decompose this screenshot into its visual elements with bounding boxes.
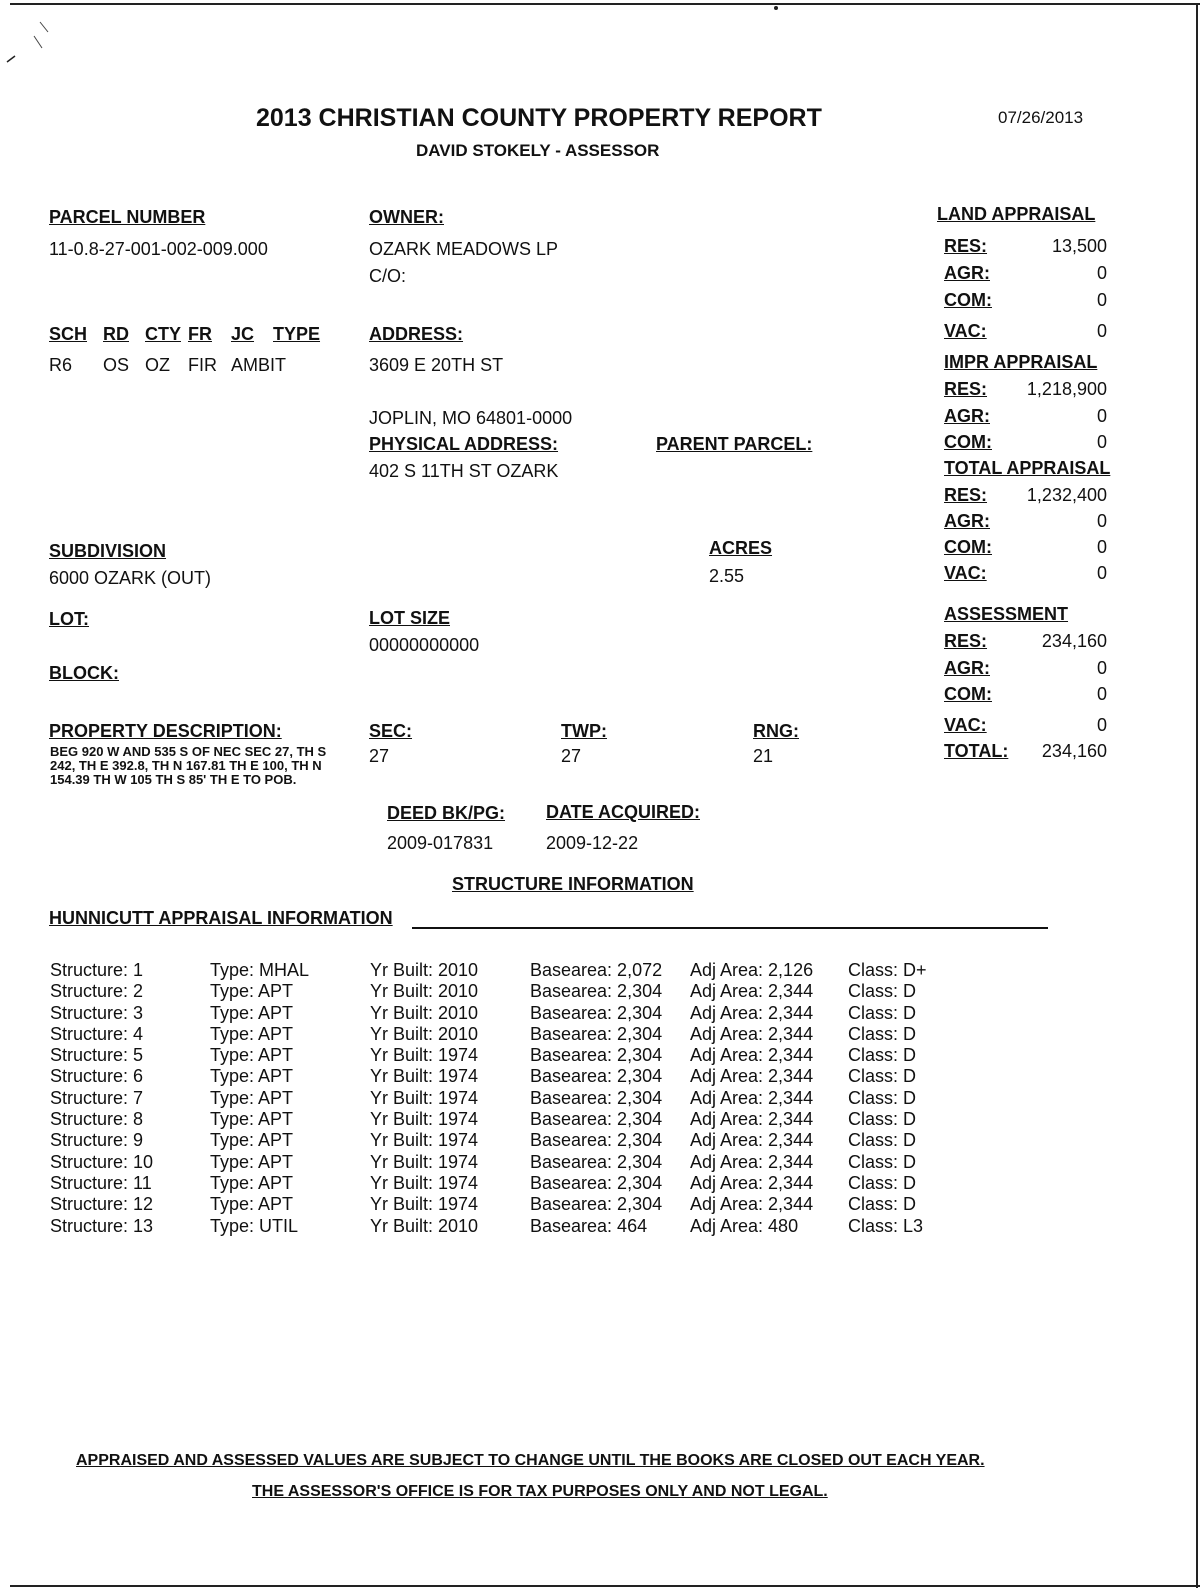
code-header-sch: SCH — [49, 324, 88, 344]
date-acquired-value: 2009-12-22 — [546, 833, 639, 853]
impr-appraisal-label: IMPR APPRAISAL — [944, 352, 1098, 372]
parcel-number-value: 11-0.8-27-001-002-009.000 — [49, 239, 268, 259]
impr-com-label: COM: — [944, 432, 992, 452]
structure-structure-cell: Structure: 4 — [50, 1023, 144, 1044]
structure-yr-cell: Yr Built: 1974 — [370, 1130, 479, 1151]
physical-address-label: PHYSICAL ADDRESS: — [369, 434, 559, 454]
property-description-value: BEG 920 W AND 535 S OF NEC SEC 27, TH S 242, TH E 392.8, TH N 167.81 TH E 100, TH N 154.39 TH W 105 TH S 85' TH E TO POB. — [50, 744, 327, 787]
assessment-vac-value: 0 — [1096, 715, 1107, 735]
structure-base-cell: Basearea: 2,304 — [530, 1023, 663, 1044]
structure-base-cell: Basearea: 2,304 — [530, 1045, 663, 1066]
impr-res-label: RES: — [944, 379, 988, 399]
structure-class-cell: Class: D — [848, 1194, 917, 1215]
structure-structure-cell: Structure: 9 — [50, 1130, 144, 1151]
owner-label: OWNER: — [369, 207, 444, 227]
structure-structure-cell: Structure: 5 — [50, 1045, 144, 1066]
hunnicutt-rule — [412, 927, 1048, 929]
assessment-vac-label: VAC: — [944, 715, 987, 735]
structure-adj-cell: Adj Area: 2,344 — [690, 981, 814, 1002]
lot-label: LOT: — [49, 609, 89, 629]
structure-yr-cell: Yr Built: 2010 — [370, 960, 479, 980]
hunnicutt-title: HUNNICUTT APPRAISAL INFORMATION — [49, 908, 393, 928]
structure-yr-cell: Yr Built: 2010 — [370, 1215, 479, 1236]
scan-border-right — [1196, 3, 1198, 1588]
code-header-jc: JC — [231, 324, 255, 344]
structure-yr-cell: Yr Built: 2010 — [370, 1002, 479, 1023]
code-value-sch: R6 — [49, 355, 73, 375]
code-header-type: TYPE — [273, 324, 321, 344]
land-res-label: RES: — [944, 236, 988, 256]
structure-row — [50, 1066, 958, 1087]
scan-mark-icon — [4, 18, 54, 68]
physical-address-value: 402 S 11TH ST OZARK — [369, 461, 559, 481]
structure-structure-cell: Structure: 7 — [50, 1087, 144, 1108]
structure-row — [50, 960, 958, 981]
twp-label: TWP: — [561, 721, 607, 741]
structure-class-cell: Class: D — [848, 981, 917, 1002]
structure-class-cell: Class: D — [848, 1066, 917, 1087]
code-value-jc: AMBIT — [231, 355, 287, 375]
total-res-value: 1,232,400 — [1026, 485, 1107, 505]
structure-base-cell: Basearea: 2,304 — [530, 1151, 663, 1172]
scan-border-top — [10, 3, 1200, 5]
land-agr-label: AGR: — [944, 263, 990, 283]
structure-type-cell: Type: APT — [210, 1130, 294, 1151]
land-appraisal-label: LAND APPRAISAL — [937, 204, 1096, 224]
structure-type-cell: Type: APT — [210, 1151, 294, 1172]
code-value-fr: FIR — [188, 355, 217, 375]
total-vac-value: 0 — [1096, 563, 1107, 583]
structure-type-cell: Type: MHAL — [210, 960, 310, 980]
property-description-label: PROPERTY DESCRIPTION: — [49, 721, 282, 741]
structure-adj-cell: Adj Area: 2,344 — [690, 1087, 814, 1108]
structure-class-cell: Class: D — [848, 1130, 917, 1151]
structure-type-cell: Type: APT — [210, 1002, 294, 1023]
structure-info-title: STRUCTURE INFORMATION — [452, 874, 694, 894]
structure-table — [50, 960, 958, 1237]
acres-label: ACRES — [709, 538, 773, 558]
structure-type-cell: Type: UTIL — [210, 1215, 299, 1236]
structure-type-cell: Type: APT — [210, 1172, 294, 1193]
footer-line2: THE ASSESSOR'S OFFICE IS FOR TAX PURPOSES ONLY AND NOT LEGAL. — [252, 1483, 828, 1500]
rng-value: 21 — [753, 746, 774, 766]
total-agr-label: AGR: — [944, 511, 990, 531]
owner-name: OZARK MEADOWS LP — [369, 239, 559, 259]
structure-type-cell: Type: APT — [210, 1194, 294, 1215]
code-value-cty: OZ — [145, 355, 170, 375]
assessment-label: ASSESSMENT — [944, 604, 1069, 624]
assessment-total-label: TOTAL: — [944, 741, 1009, 761]
structure-yr-cell: Yr Built: 2010 — [370, 981, 479, 1002]
structure-structure-cell: Structure: 1 — [50, 960, 144, 980]
structure-row — [50, 1216, 958, 1237]
total-res-label: RES: — [944, 485, 988, 505]
structure-adj-cell: Adj Area: 2,344 — [690, 1194, 814, 1215]
structure-base-cell: Basearea: 2,304 — [530, 1172, 663, 1193]
subdivision-label: SUBDIVISION — [49, 541, 167, 561]
structure-yr-cell: Yr Built: 1974 — [370, 1151, 479, 1172]
total-agr-value: 0 — [1096, 511, 1107, 531]
structure-base-cell: Basearea: 2,304 — [530, 1002, 663, 1023]
structure-row — [50, 1003, 958, 1024]
block-label: BLOCK: — [49, 663, 119, 683]
structure-yr-cell: Yr Built: 1974 — [370, 1066, 479, 1087]
impr-res-value: 1,218,900 — [1026, 379, 1107, 399]
structure-structure-cell: Structure: 12 — [50, 1194, 154, 1215]
structure-row — [50, 1152, 958, 1173]
structure-structure-cell: Structure: 2 — [50, 981, 144, 1002]
code-header-fr: FR — [188, 324, 212, 344]
structure-row — [50, 1088, 958, 1109]
structure-adj-cell: Adj Area: 2,344 — [690, 1151, 814, 1172]
structure-structure-cell: Structure: 11 — [50, 1172, 152, 1193]
structure-base-cell: Basearea: 464 — [530, 1215, 648, 1236]
structure-type-cell: Type: APT — [210, 981, 294, 1002]
twp-value: 27 — [561, 746, 582, 766]
total-vac-label: VAC: — [944, 563, 987, 583]
structure-row — [50, 1173, 958, 1194]
deed-label: DEED BK/PG: — [387, 803, 506, 823]
land-com-label: COM: — [944, 290, 992, 310]
rng-label: RNG: — [753, 721, 799, 741]
structure-class-cell: Class: L3 — [848, 1215, 924, 1236]
structure-structure-cell: Structure: 13 — [50, 1215, 154, 1236]
land-vac-label: VAC: — [944, 321, 987, 341]
assessment-res-label: RES: — [944, 631, 988, 651]
total-com-value: 0 — [1096, 537, 1107, 557]
structure-yr-cell: Yr Built: 1974 — [370, 1045, 479, 1066]
assessment-agr-value: 0 — [1096, 658, 1107, 678]
structure-base-cell: Basearea: 2,072 — [530, 960, 663, 980]
parcel-number-label: PARCEL NUMBER — [49, 207, 206, 227]
land-res-value: 13,500 — [1051, 236, 1107, 256]
structure-class-cell: Class: D — [848, 1151, 917, 1172]
structure-class-cell: Class: D — [848, 1087, 917, 1108]
structure-type-cell: Type: APT — [210, 1109, 294, 1130]
structure-adj-cell: Adj Area: 2,126 — [690, 960, 814, 980]
sec-label: SEC: — [369, 721, 413, 741]
structure-base-cell: Basearea: 2,304 — [530, 1066, 663, 1087]
structure-adj-cell: Adj Area: 480 — [690, 1215, 799, 1236]
address-label: ADDRESS: — [369, 324, 464, 344]
structure-base-cell: Basearea: 2,304 — [530, 1194, 663, 1215]
report-subtitle: DAVID STOKELY - ASSESSOR — [416, 141, 660, 160]
structure-structure-cell: Structure: 8 — [50, 1109, 144, 1130]
impr-com-value: 0 — [1096, 432, 1107, 452]
acres-value: 2.55 — [709, 566, 745, 586]
footer-line1: APPRAISED AND ASSESSED VALUES ARE SUBJECT TO CHANGE UNTIL THE BOOKS ARE CLOSED OUT EACH YEAR. — [76, 1452, 985, 1469]
structure-adj-cell: Adj Area: 2,344 — [690, 1045, 814, 1066]
total-com-label: COM: — [944, 537, 992, 557]
structure-row — [50, 1194, 958, 1215]
code-header-cty: CTY — [145, 324, 181, 344]
subdivision-value: 6000 OZARK (OUT) — [49, 568, 212, 588]
assessment-agr-label: AGR: — [944, 658, 990, 678]
structure-type-cell: Type: APT — [210, 1045, 294, 1066]
structure-type-cell: Type: APT — [210, 1023, 294, 1044]
lot-size-label: LOT SIZE — [369, 608, 450, 628]
structure-adj-cell: Adj Area: 2,344 — [690, 1002, 814, 1023]
structure-structure-cell: Structure: 10 — [50, 1151, 154, 1172]
structure-row — [50, 1109, 958, 1130]
deed-value: 2009-017831 — [387, 833, 494, 853]
structure-row — [50, 1024, 958, 1045]
structure-yr-cell: Yr Built: 1974 — [370, 1172, 479, 1193]
assessment-com-label: COM: — [944, 684, 992, 704]
structure-base-cell: Basearea: 2,304 — [530, 1109, 663, 1130]
structure-yr-cell: Yr Built: 2010 — [370, 1023, 479, 1044]
sec-value: 27 — [369, 746, 390, 766]
structure-class-cell: Class: D — [848, 1023, 917, 1044]
structure-yr-cell: Yr Built: 1974 — [370, 1194, 479, 1215]
impr-agr-value: 0 — [1096, 406, 1107, 426]
code-value-rd: OS — [103, 355, 130, 375]
structure-class-cell: Class: D — [848, 1109, 917, 1130]
structure-yr-cell: Yr Built: 1974 — [370, 1087, 479, 1108]
structure-class-cell: Class: D — [848, 1002, 917, 1023]
structure-adj-cell: Adj Area: 2,344 — [690, 1023, 814, 1044]
scan-border-bottom — [10, 1585, 1200, 1587]
code-header-rd: RD — [103, 324, 129, 344]
structure-adj-cell: Adj Area: 2,344 — [690, 1066, 814, 1087]
assessment-res-value: 234,160 — [1041, 631, 1107, 651]
assessment-total-value: 234,160 — [1041, 741, 1107, 761]
date-acquired-label: DATE ACQUIRED: — [546, 802, 700, 822]
lot-size-value: 00000000000 — [369, 635, 480, 655]
structure-structure-cell: Structure: 3 — [50, 1002, 144, 1023]
land-vac-value: 0 — [1096, 321, 1107, 341]
assessment-com-value: 0 — [1096, 684, 1107, 704]
land-com-value: 0 — [1096, 290, 1107, 310]
structure-class-cell: Class: D — [848, 1172, 917, 1193]
land-agr-value: 0 — [1096, 263, 1107, 283]
structure-row — [50, 1045, 958, 1066]
structure-yr-cell: Yr Built: 1974 — [370, 1109, 479, 1130]
parent-parcel-label: PARENT PARCEL: — [656, 434, 813, 454]
structure-adj-cell: Adj Area: 2,344 — [690, 1172, 814, 1193]
address-line1: 3609 E 20TH ST — [369, 355, 504, 375]
report-title: 2013 CHRISTIAN COUNTY PROPERTY REPORT — [256, 104, 822, 132]
report-date: 07/26/2013 — [998, 108, 1084, 127]
structure-base-cell: Basearea: 2,304 — [530, 1087, 663, 1108]
address-line2: JOPLIN, MO 64801-0000 — [369, 408, 573, 428]
structure-type-cell: Type: APT — [210, 1066, 294, 1087]
scan-dot — [774, 6, 778, 10]
structure-adj-cell: Adj Area: 2,344 — [690, 1109, 814, 1130]
structure-base-cell: Basearea: 2,304 — [530, 1130, 663, 1151]
structure-row — [50, 981, 958, 1002]
structure-structure-cell: Structure: 6 — [50, 1066, 144, 1087]
structure-class-cell: Class: D+ — [848, 960, 927, 980]
structure-adj-cell: Adj Area: 2,344 — [690, 1130, 814, 1151]
structure-type-cell: Type: APT — [210, 1087, 294, 1108]
impr-agr-label: AGR: — [944, 406, 990, 426]
owner-co: C/O: — [369, 266, 407, 286]
structure-row — [50, 1130, 958, 1151]
structure-base-cell: Basearea: 2,304 — [530, 981, 663, 1002]
total-appraisal-label: TOTAL APPRAISAL — [944, 458, 1111, 478]
structure-class-cell: Class: D — [848, 1045, 917, 1066]
